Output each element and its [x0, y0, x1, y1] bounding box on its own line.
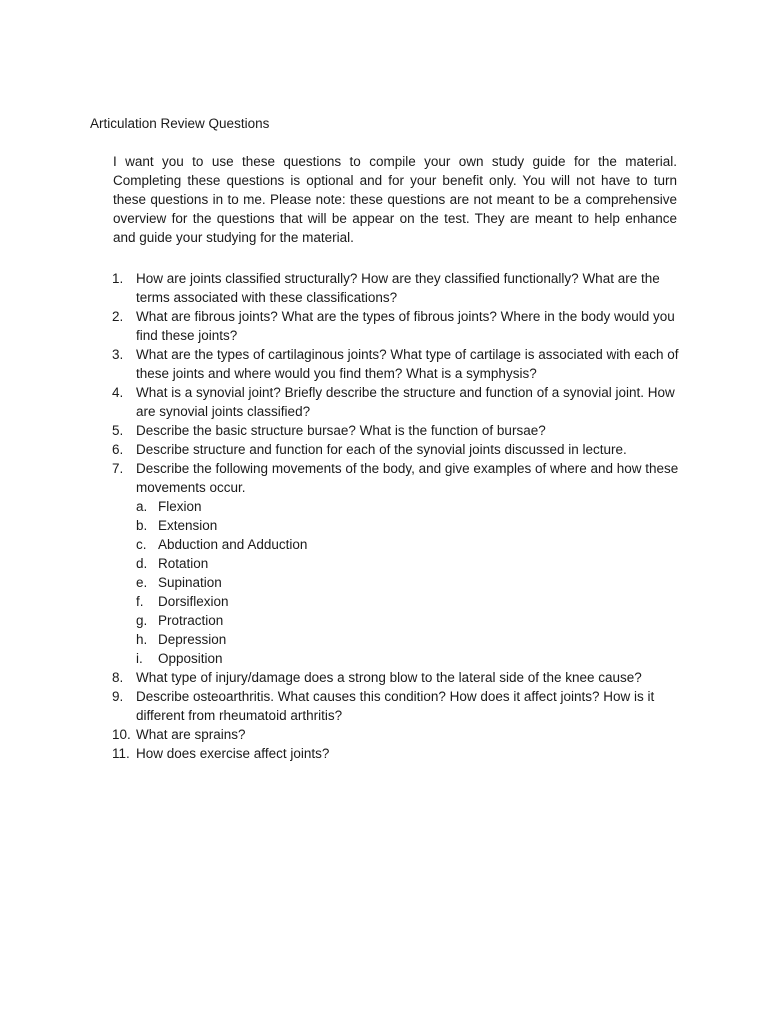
- sub-item-text: Protraction: [158, 612, 224, 628]
- intro-paragraph: I want you to use these questions to compile your own study guide for the material. Completing these questions is optional and for your benefit only. You will not have to turn these questions in to me. Please note: these questions are not meant to be a comprehensive overview for the questions that will be appear on the test. They are meant to help enhance and guide your studying for the material.: [113, 154, 677, 245]
- sub-item: [136, 554, 690, 573]
- question-text: What are the types of cartilaginous joints? What type of cartilage is associated with each of these joints and where would you find them? What is a symphysis?: [136, 346, 679, 381]
- question-text: Describe structure and function for each of the synovial joints discussed in lecture.: [136, 441, 627, 457]
- question-list: [90, 269, 690, 763]
- question-number: 6.: [112, 441, 124, 457]
- sub-item-text: Flexion: [158, 498, 202, 514]
- sub-item-letter: g.: [136, 612, 148, 628]
- question-number: 10.: [112, 726, 131, 742]
- sub-item: [136, 649, 690, 668]
- question-text: Describe the following movements of the body, and give examples of where and how these movements occur.: [136, 460, 679, 495]
- sub-item-letter: h.: [136, 631, 148, 647]
- sub-item-text: Abduction and Adduction: [158, 536, 308, 552]
- question-item: [90, 744, 690, 763]
- question-item: [90, 440, 690, 459]
- question-number: 4.: [112, 384, 124, 400]
- sub-item-letter: c.: [136, 536, 147, 552]
- sub-item-letter: e.: [136, 574, 148, 590]
- question-text: What type of injury/damage does a strong blow to the lateral side of the knee cause?: [136, 669, 642, 685]
- question-item: [90, 668, 690, 687]
- sub-item: [136, 497, 690, 516]
- question-text: How does exercise affect joints?: [136, 745, 330, 761]
- question-item: [90, 725, 690, 744]
- sub-item-text: Extension: [158, 517, 218, 533]
- question-item: [90, 345, 690, 383]
- sub-item-text: Depression: [158, 631, 227, 647]
- question-item: [90, 383, 690, 421]
- question-text: What are sprains?: [136, 726, 246, 742]
- question-text: What are fibrous joints? What are the types of fibrous joints? Where in the body would you find these joints?: [136, 308, 675, 343]
- question-number: 7.: [112, 460, 124, 476]
- sub-item: [136, 592, 690, 611]
- question-number: 8.: [112, 669, 124, 685]
- sub-item-text: Rotation: [158, 555, 209, 571]
- question-item: [90, 421, 690, 440]
- question-text: What is a synovial joint? Briefly describe the structure and function of a synovial joint. How are synovial joints classified?: [136, 384, 675, 419]
- sub-item: [136, 611, 690, 630]
- question-item: [90, 687, 690, 725]
- sub-item: [136, 630, 690, 649]
- question-number: 2.: [112, 308, 124, 324]
- sub-item-letter: d.: [136, 555, 148, 571]
- sub-item-text: Supination: [158, 574, 222, 590]
- sub-item-letter: b.: [136, 517, 148, 533]
- movement-sublist: [136, 497, 690, 668]
- sub-item: [136, 516, 690, 535]
- question-number: 11.: [112, 745, 130, 761]
- question-text: Describe osteoarthritis. What causes this condition? How does it affect joints? How is it different from rheumatoid arthritis?: [136, 688, 655, 723]
- question-number: 5.: [112, 422, 124, 438]
- question-number: 3.: [112, 346, 124, 362]
- question-number: 9.: [112, 688, 124, 704]
- question-item: [90, 307, 690, 345]
- sub-item-letter: f.: [136, 593, 144, 609]
- question-text: Describe the basic structure bursae? What is the function of bursae?: [136, 422, 546, 438]
- sub-item: [136, 535, 690, 554]
- document-title: Articulation Review Questions: [90, 116, 270, 131]
- sub-item: [136, 573, 690, 592]
- question-number: 1.: [112, 270, 124, 286]
- question-text: How are joints classified structurally? How are they classified functionally? What are the terms associated with these classifications?: [136, 270, 660, 305]
- sub-item-text: Dorsiflexion: [158, 593, 229, 609]
- sub-item-text: Opposition: [158, 650, 223, 666]
- sub-item-letter: a.: [136, 498, 148, 514]
- question-item: [90, 459, 690, 668]
- sub-item-letter: i.: [136, 650, 143, 666]
- question-item: [90, 269, 690, 307]
